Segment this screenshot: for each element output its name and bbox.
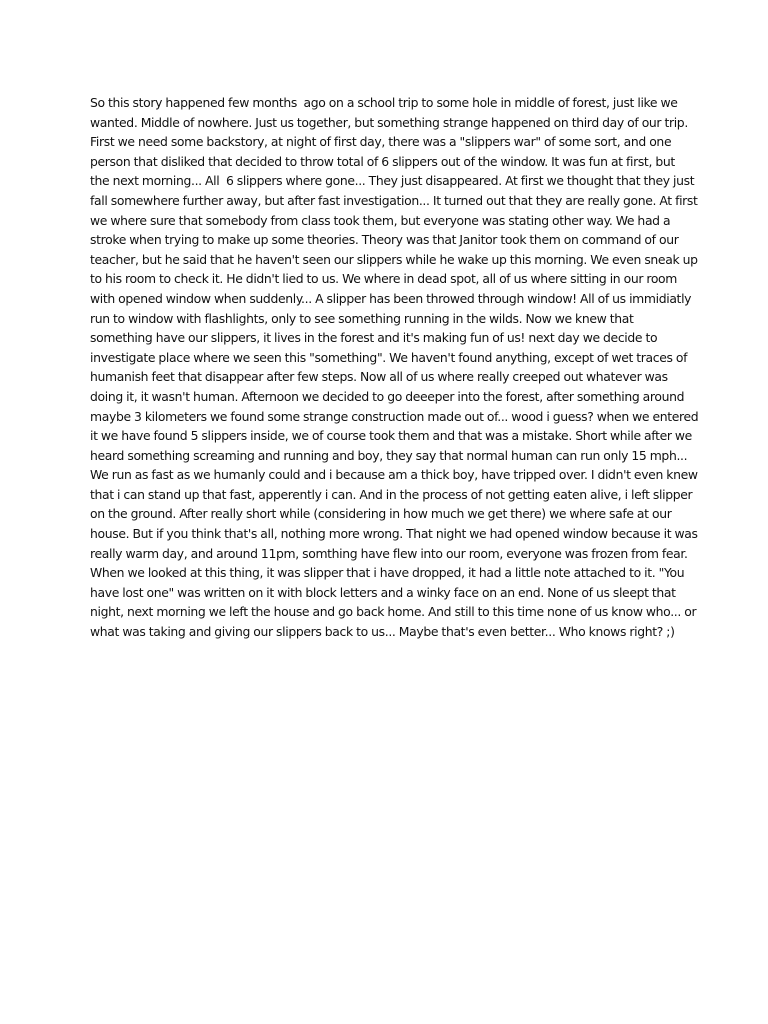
text-line: the next morning... All 6 slippers where gone... They just disappeared. At first we thought that they just xyxy=(90,173,695,189)
text-line: with opened window when suddenly... A slipper has been throwed through window! All of us immidiatly xyxy=(90,290,692,306)
text-line: it we have found 5 slippers inside, we of course took them and that was a mistake. Short while after we xyxy=(90,428,692,444)
text-line: wanted. Middle of nowhere. Just us together, but something strange happened on third day of our trip. xyxy=(90,114,688,130)
text-line: that i can stand up that fast, apperently i can. And in the process of not getting eaten alive, i left slipper xyxy=(90,486,693,502)
text-line: run to window with flashlights, only to see something running in the wilds. Now we knew that xyxy=(90,310,634,326)
text-line: stroke when trying to make up some theories. Theory was that Janitor took them on command of our xyxy=(90,232,679,248)
text-line: First we need some backstory, at night of first day, there was a "slippers war" of some sort, and one xyxy=(90,134,672,150)
text-line: maybe 3 kilometers we found some strange construction made out of... wood i guess? when we entered xyxy=(90,408,699,424)
text-line: person that disliked that decided to throw total of 6 slippers out of the window. It was fun at first, but xyxy=(90,153,675,169)
text-line: something have our slippers, it lives in the forest and it's making fun of us! next day we decide to xyxy=(90,330,658,346)
text-line: teacher, but he said that he haven't seen our slippers while he wake up this morning. We even sneak up xyxy=(90,251,698,267)
text-line: house. But if you think that's all, nothing more wrong. That night we had opened window because it was xyxy=(90,526,698,542)
text-line: We run as fast as we humanly could and i because am a thick boy, have tripped over. I didn't even knew xyxy=(90,467,698,483)
text-line: have lost one" was written on it with block letters and a winky face on an end. None of us sleept that xyxy=(90,584,676,600)
text-line: doing it, it wasn't human. Afternoon we decided to go deeeper into the forest, after something around xyxy=(90,388,685,404)
text-line: really warm day, and around 11pm, somthing have flew into our room, everyone was frozen from fear. xyxy=(90,545,688,561)
text-line: When we looked at this thing, it was slipper that i have dropped, it had a little note attached to it. "You xyxy=(90,565,685,581)
text-line: we where sure that somebody from class took them, but everyone was stating other way. We had a xyxy=(90,212,671,228)
story-text xyxy=(90,93,699,642)
text-line: fall somewhere further away, but after fast investigation... It turned out that they are really gone. At first xyxy=(90,192,698,208)
text-line: So this story happened few months ago on a school trip to some hole in middle of forest, just like we xyxy=(90,95,678,110)
text-line: night, next morning we left the house and go back home. And still to this time none of us know who... or xyxy=(90,604,697,620)
text-line: investigate place where we seen this "something". We haven't found anything, except of wet traces of xyxy=(90,349,688,365)
text-line: what was taking and giving our slippers back to us... Maybe that's even better... Who knows right? ;) xyxy=(90,624,675,640)
text-line: heard something screaming and running and boy, they say that normal human can run only 15 mph... xyxy=(90,447,688,463)
text-line: on the ground. After really short while (considering in how much we get there) we where safe at our xyxy=(90,506,672,522)
text-line: humanish feet that disappear after few steps. Now all of us where really creeped out whatever was xyxy=(90,369,668,385)
text-line: to his room to check it. He didn't lied to us. We where in dead spot, all of us where sitting in our room xyxy=(90,271,678,287)
